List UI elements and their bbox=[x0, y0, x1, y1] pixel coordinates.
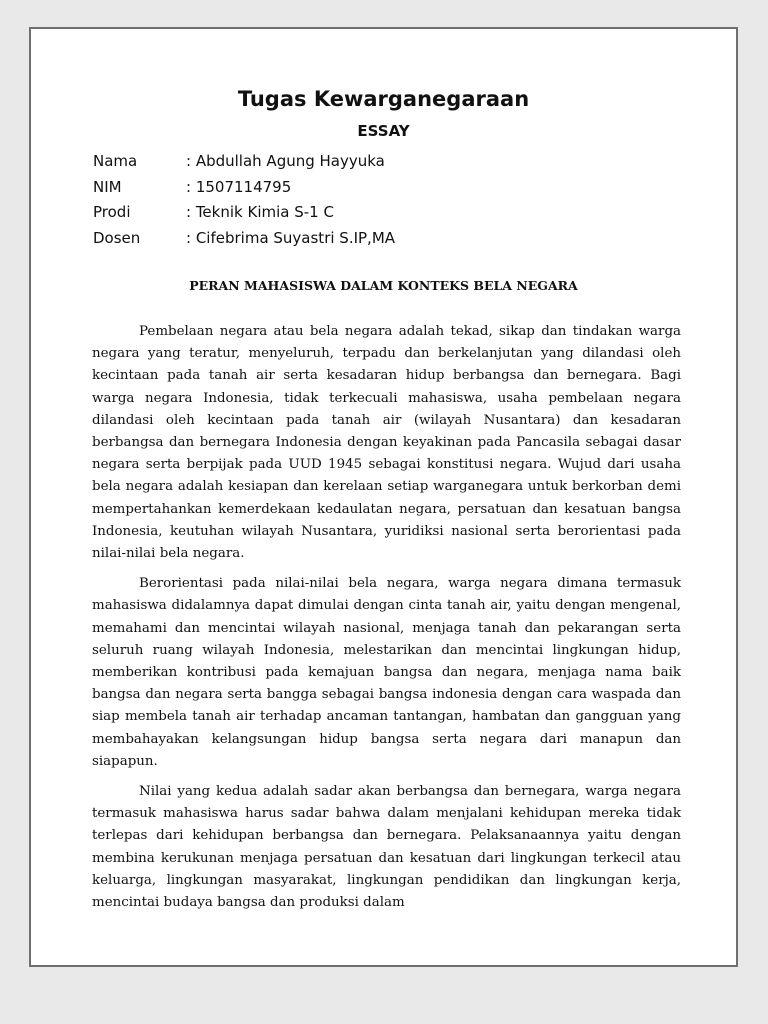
document-title: Tugas Kewarganegaraan bbox=[237, 87, 530, 111]
paragraph: Nilai yang kedua adalah sadar akan berbangsa dan bernegara, warga negara termasuk mahasiswa harus sadar bahwa dalam menjalani kehidupan mereka tidak terlepas dari kehidupan berbangsa dan bernegara. Pelaksanaannya yaitu dengan membina kerukunan menjaga persatuan dan kesatuan dari lingkungan terkecil atau keluarga, lingkungan masyarakat, lingkungan pendidikan dan lingkungan kerja, mencintai budaya bangsa dan produksi dalam bbox=[92, 784, 681, 911]
paragraph: Pembelaan negara atau bela negara adalah tekad, sikap dan tindakan warga negara yang teratur, menyeluruh, terpadu dan berkelanjutan yang dilandasi oleh kecintaan pada tanah air serta kesadaran hidup berbangsa dan bernegara. Bagi warga negara Indonesia, tidak terkecuali mahasiswa, usaha pembelaan negara dilandasi oleh kecintaan pada tanah air (wilayah Nusantara) dan kesadaran berbangsa dan bernegara Indonesia dengan keyakinan pada Pancasila sebagai dasar negara serta berpijak pada UUD 1945 sebagai konstitusi negara. Wujud dari usaha bela negara adalah kesiapan dan kerelaan setiap warganegara untuk berkorban demi mempertahankan kemerdekaan kedaulatan negara, persatuan dan kesatuan bangsa Indonesia, keutuhan wilayah Nusantara, yuridiksi nasional serta berorientasi pada nilai-nilai bela negara. bbox=[92, 324, 681, 562]
document-page bbox=[29, 27, 738, 967]
student-info bbox=[93, 149, 395, 251]
essay-heading: PERAN MAHASISWA DALAM KONTEKS BELA NEGARA bbox=[189, 278, 578, 293]
info-value: : Teknik Kimia S-1 C bbox=[186, 203, 334, 221]
paragraph: Berorientasi pada nilai-nilai bela negara, warga negara dimana termasuk mahasiswa didalamnya dapat dimulai dengan cinta tanah air, yaitu dengan mengenal, memahami dan mencintai wilayah nasional, menjaga tanah dan pekarangan serta seluruh ruang wilayah Indonesia, melestarikan dan mencintai lingkungan hidup, memberikan kontribusi pada kemajuan bangsa dan negara, menjaga nama baik bangsa dan negara serta bangga sebagai bangsa indonesia dengan cara waspada dan siap membela tanah air terhadap ancaman tantangan, hambatan dan gangguan yang membahayakan kelangsungan hidup bangsa serta negara dari manapun dan siapapun. bbox=[92, 576, 681, 769]
essay-body bbox=[92, 321, 681, 922]
info-value: : Cifebrima Suyastri S.IP,MA bbox=[186, 228, 396, 247]
info-label: NIM bbox=[93, 177, 122, 196]
info-label: Dosen bbox=[93, 228, 141, 247]
info-label: Prodi bbox=[93, 203, 131, 221]
info-row-nim bbox=[93, 175, 395, 201]
info-value: : 1507114795 bbox=[186, 177, 292, 196]
info-row-nama bbox=[93, 149, 395, 175]
info-label: Nama bbox=[93, 152, 138, 170]
document-subtitle: ESSAY bbox=[357, 122, 410, 140]
info-value: : Abdullah Agung Hayyuka bbox=[186, 152, 385, 170]
info-row-prodi bbox=[93, 200, 395, 226]
info-row-dosen bbox=[93, 226, 395, 252]
